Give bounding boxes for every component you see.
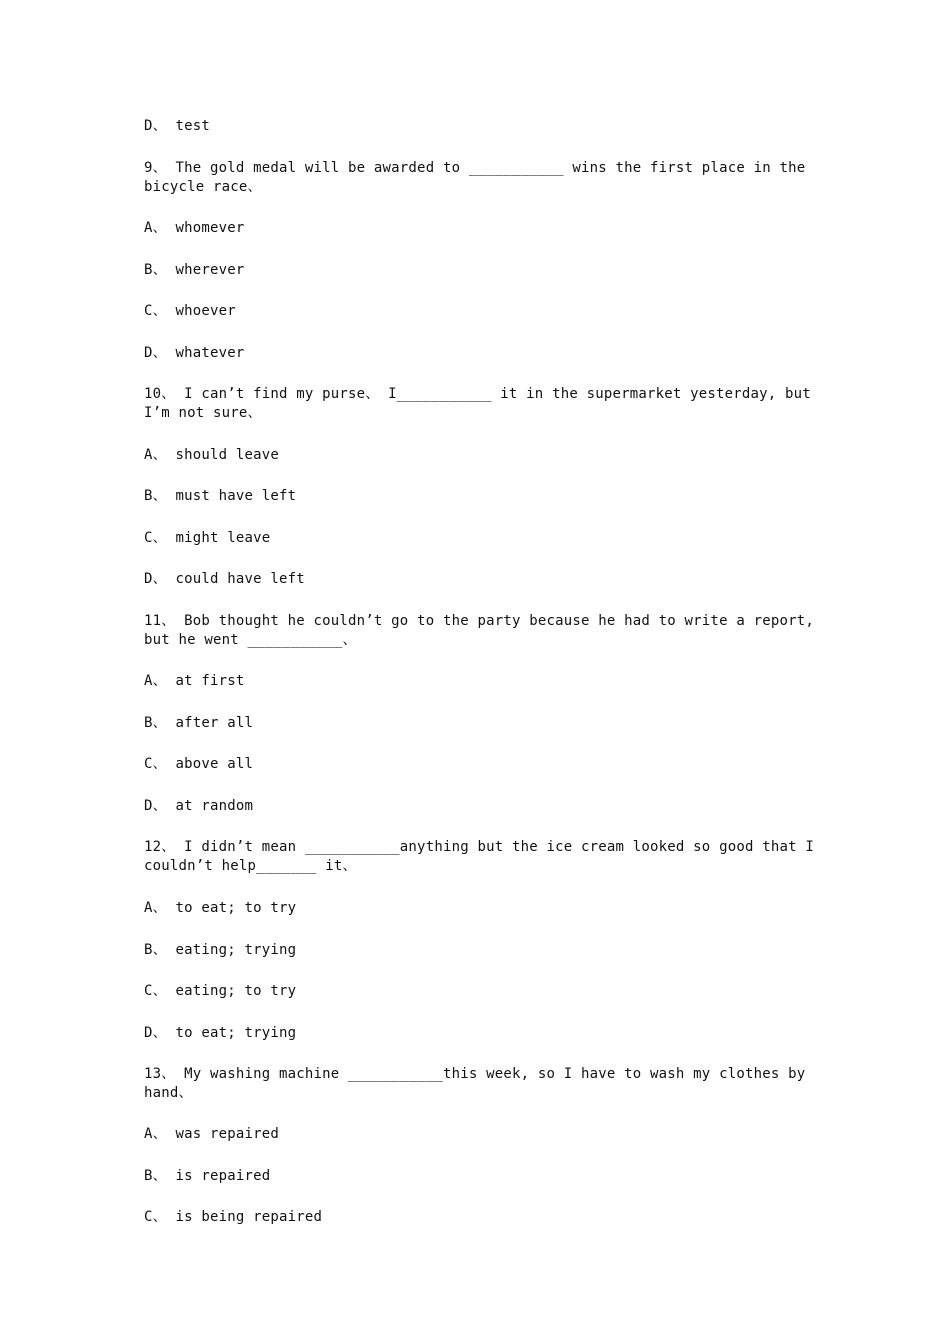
question-10: 10、 I can’t find my purse、 I___________ it in the supermarket yesterday, but I’m not sure、 [144,386,820,421]
option-9d: D、 whatever [144,345,245,361]
option-10c: C、 might leave [144,530,271,546]
option-9c: C、 whoever [144,303,236,319]
question-9: 9、 The gold medal will be awarded to ___________ wins the first place in the bicycle race、 [144,160,814,195]
option-9a: A、 whomever [144,220,245,236]
option-12b: B、 eating; trying [144,942,297,958]
option-11d: D、 at random [144,798,254,814]
option-8d: D、 test [144,118,210,134]
option-12a: A、 to eat; to try [144,900,297,916]
question-12: 12、 I didn’t mean ___________anything but the ice cream looked so good that I couldn’t help_______ it、 [144,839,823,874]
option-9b: B、 wherever [144,262,245,278]
option-13b: B、 is repaired [144,1168,271,1184]
option-11b: B、 after all [144,715,254,731]
option-11c: C、 above all [144,756,254,772]
option-12d: D、 to eat; trying [144,1025,297,1041]
option-10a: A、 should leave [144,447,280,463]
option-12c: C、 eating; to try [144,983,297,999]
option-10d: D、 could have left [144,571,305,587]
option-10b: B、 must have left [144,488,297,504]
option-13a: A、 was repaired [144,1126,280,1142]
question-13: 13、 My washing machine ___________this week, so I have to wash my clothes by hand、 [144,1066,814,1101]
question-11: 11、 Bob thought he couldn’t go to the party because he had to write a report, but he went ___________、 [144,613,823,648]
option-13c: C、 is being repaired [144,1209,323,1225]
option-11a: A、 at first [144,673,245,689]
